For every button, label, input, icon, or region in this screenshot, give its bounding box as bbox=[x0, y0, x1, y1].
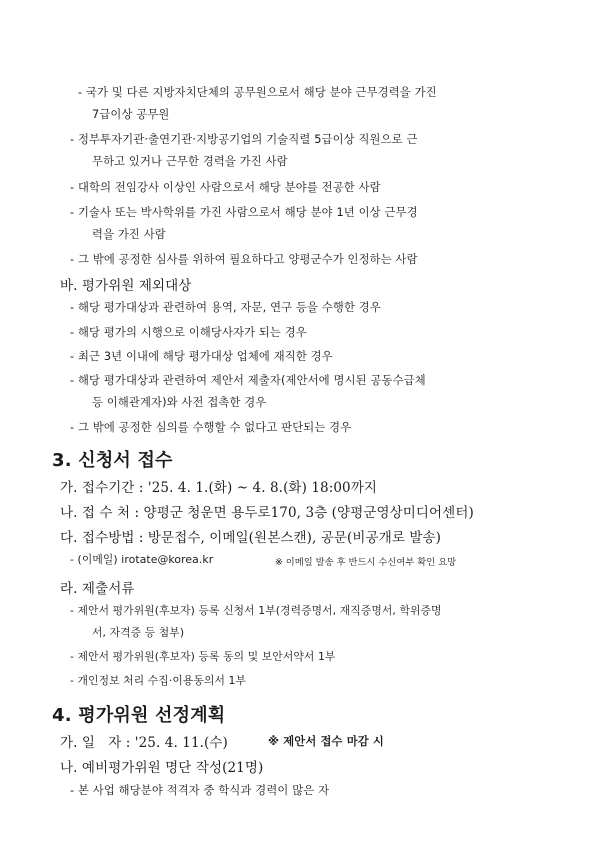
application-location: 나. 접 수 처 : 양평군 청운면 용두로170, 3층 (양평군영상미디어센터) bbox=[60, 505, 474, 521]
application-period: 가. 접수기간 : '25. 4. 1.(화) ~ 4. 8.(화) 18:00까지 bbox=[60, 480, 378, 496]
section-3-heading: 3. 신청서 접수 bbox=[52, 450, 173, 471]
qualification-item-civil-servant-cont: 7급이상 공무원 bbox=[92, 108, 170, 121]
qualification-item-engineer-doctor-cont: 력을 가진 사람 bbox=[92, 228, 166, 241]
document-item-application: - 제안서 평가위원(후보자) 등록 신청서 1부(경력증명서, 재직증명서, 학위증명 bbox=[70, 604, 442, 617]
qualification-item-civil-servant: - 국가 및 다른 지방자치단체의 공무원으로서 해당 분야 근무경력을 가진 bbox=[78, 86, 437, 99]
document-item-application-cont: 서, 자격증 등 첨부) bbox=[92, 626, 185, 639]
section-exclusion-heading: 바. 평가위원 제외대상 bbox=[60, 278, 192, 294]
section-documents-heading: 라. 제출서류 bbox=[60, 581, 135, 597]
selection-date: 가. 일 자 : '25. 4. 11.(수) bbox=[60, 735, 228, 751]
exclusion-item-employment: - 최근 3년 이내에 해당 평가대상 업체에 재직한 경우 bbox=[70, 350, 333, 363]
application-method: 다. 접수방법 : 방문접수, 이메일(원본스캔), 공문(비공개로 발송) bbox=[60, 530, 442, 546]
qualification-item-engineer-doctor: - 기술사 또는 박사학위를 가진 사람으로서 해당 분야 1년 이상 근무경 bbox=[70, 206, 418, 219]
exclusion-item-contact: - 해당 평가대상과 관련하여 제안서 제출자(제안서에 명시된 공동수급체 bbox=[70, 374, 426, 387]
preliminary-list: 나. 예비평가위원 명단 작성(21명) bbox=[60, 760, 264, 776]
exclusion-item-contact-cont: 등 이해관계자)와 사전 접촉한 경우 bbox=[92, 396, 267, 409]
exclusion-item-interested-party: - 해당 평가의 시행으로 이해당사자가 되는 경우 bbox=[70, 326, 307, 339]
qualification-item-public-agency: - 정부투자기관·출연기관·지방공기업의 기술직렬 5급이상 직원으로 근 bbox=[70, 133, 418, 146]
selection-date-note: ※ 제안서 접수 마감 시 bbox=[268, 735, 384, 748]
application-email: - (이메일) irotate@korea.kr bbox=[70, 553, 214, 566]
qualification-item-other: - 그 밖에 공정한 심사를 위하여 필요하다고 양평군수가 인정하는 사람 bbox=[70, 253, 418, 266]
preliminary-list-criteria: - 본 사업 해당분야 적격자 중 학식과 경력이 많은 자 bbox=[70, 784, 330, 797]
email-note: ※ 이메일 발송 후 반드시 수신여부 확인 요망 bbox=[275, 557, 457, 568]
exclusion-item-other: - 그 밖에 공정한 심의를 수행할 수 없다고 판단되는 경우 bbox=[70, 421, 352, 434]
exclusion-item-services: - 해당 평가대상과 관련하여 용역, 자문, 연구 등을 수행한 경우 bbox=[70, 301, 381, 314]
section-4-heading: 4. 평가위원 선정계획 bbox=[52, 705, 226, 726]
qualification-item-lecturer: - 대학의 전임강사 이상인 사람으로서 해당 분야를 전공한 사람 bbox=[70, 181, 381, 194]
document-item-consent-security: - 제안서 평가위원(후보자) 등록 동의 및 보안서약서 1부 bbox=[70, 650, 336, 663]
document-item-privacy: - 개인정보 처리 수집·이용동의서 1부 bbox=[70, 674, 247, 687]
qualification-item-public-agency-cont: 무하고 있거나 근무한 경력을 가진 사람 bbox=[92, 155, 288, 168]
